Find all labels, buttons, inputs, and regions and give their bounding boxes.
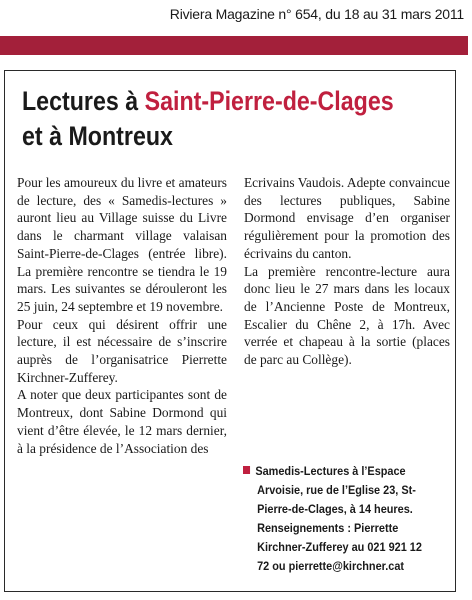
info-box: [243, 462, 455, 576]
paragraph: Ecrivains Vaudois. Adepte convaincue des lectures publiques, Sabine Dormond envisage d’en organiser régulièrement pour la promotion des écrivains du canton.: [244, 175, 450, 261]
paragraph: La première rencontre-lecture aura donc lieu le 27 mars dans les locaux de l’Ancienne Poste de Montreux, Escalier du Chêne 2, à 17h. Avec verrée et chapeau à la sortie (places de parc au Collège).: [244, 263, 450, 368]
info-line: Samedis-Lectures à l’Espace: [255, 464, 406, 478]
info-line: Arvoisie, rue de l’Eglise 23, St-: [257, 483, 416, 497]
paragraph: A noter que deux participantes sont de Montreux, dont Sabine Dormond qui vient d’être élevée, le 12 mars dernier, à la présidence de l’Association des: [17, 387, 227, 456]
paragraph: Pour les amoureux du livre et amateurs de lecture, des « Samedis-lectures » auront lieu au Village suisse du Livre dans le charmant village valaisan Saint-Pierre-de-Clages (entrée libre). La première rencontre se tiendra le 19 mars. Les suivantes se dérouleront les 25 juin, 24 septembre et 19 novembre.: [17, 175, 227, 314]
article-column-right: [244, 174, 450, 369]
publication-header: Riviera Magazine n° 654, du 18 au 31 mars 2011: [169, 6, 464, 22]
info-line: Kirchner-Zufferey au 021 921 12: [257, 540, 422, 554]
header-color-bar: [0, 36, 468, 55]
info-line: 72 ou pierrette@kirchner.cat: [257, 559, 405, 573]
title-accent: Saint-Pierre-de-Clages: [144, 86, 394, 116]
article-title: [22, 84, 400, 154]
info-line: Renseignements : Pierrette: [257, 521, 399, 535]
info-line: Pierre-de-Clages, à 14 heures.: [257, 502, 413, 516]
article-column-left: [17, 174, 227, 457]
paragraph: Pour ceux qui désirent offrir une lecture, il est nécessaire de s’inscrire auprès de l’organisatrice Pierrette Kirchner-Zufferey.: [17, 316, 227, 385]
bullet-square-icon: [243, 466, 250, 474]
title-part-2: et à Montreux: [22, 121, 173, 151]
title-part-1: Lectures à: [22, 86, 145, 116]
